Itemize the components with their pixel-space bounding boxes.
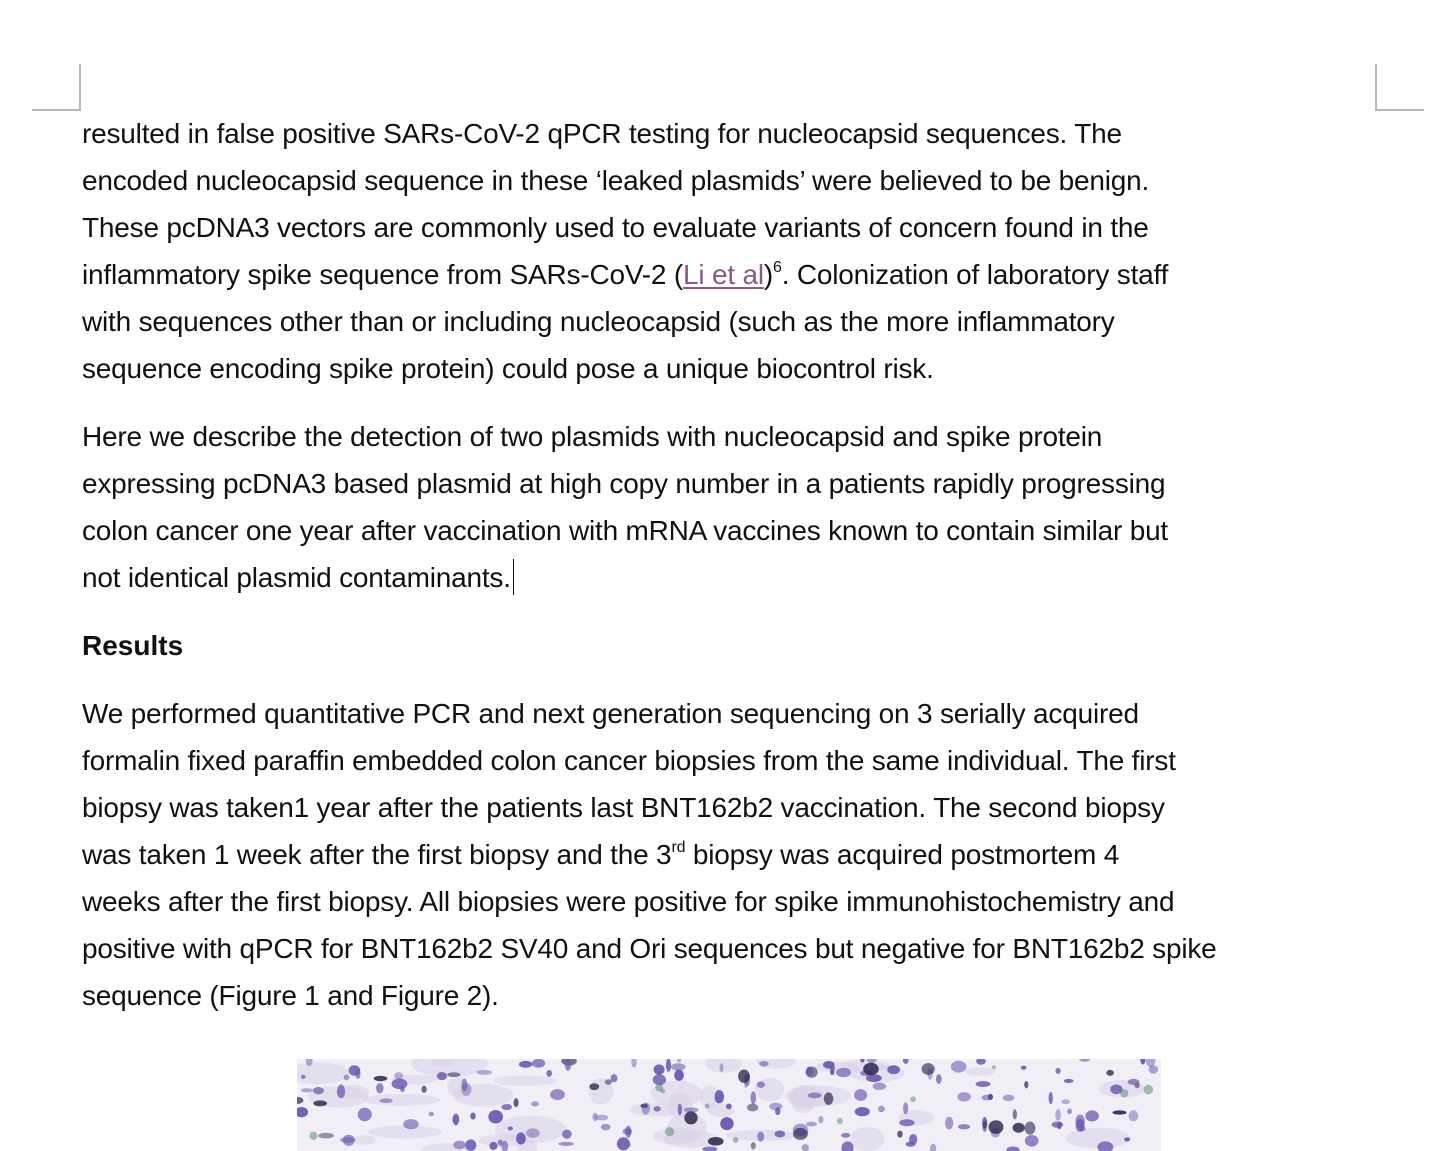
paragraph-results (82, 690, 1382, 1019)
crop-mark-top-right (1375, 64, 1424, 111)
text-line: sequence encoding spike protein) could pose a unique biocontrol risk. (82, 353, 934, 384)
section-heading-results: Results (82, 630, 184, 661)
histology-micrograph-icon (297, 1059, 1161, 1151)
text-line-with-citation (82, 251, 1382, 298)
text-line-with-caret (82, 554, 1382, 601)
ordinal-superscript: rd (671, 839, 686, 856)
text-fragment: inflammatory spike sequence from SARs-CoV-2 ( (82, 259, 683, 290)
crop-mark-top-left (32, 64, 81, 111)
citation-superscript: 6 (773, 259, 782, 276)
text-line: Here we describe the detection of two plasmids with nucleocapsid and spike protein (82, 421, 1103, 452)
text-line: colon cancer one year after vaccination with mRNA vaccines known to contain similar but (82, 515, 1169, 546)
text-fragment: not identical plasmid contaminants. (82, 562, 511, 593)
text-line: formalin fixed paraffin embedded colon cancer biopsies from the same individual. The first (82, 745, 1176, 776)
text-line: expressing pcDNA3 based plasmid at high copy number in a patients rapidly progressing (82, 468, 1166, 499)
text-line: biopsy was taken1 year after the patients last BNT162b2 vaccination. The second biopsy (82, 792, 1165, 823)
paragraph-plasmid-background (82, 110, 1382, 392)
text-line: These pcDNA3 vectors are commonly used to evaluate variants of concern found in the (82, 212, 1149, 243)
text-line-with-ordinal (82, 831, 1382, 878)
text-line: encoded nucleocapsid sequence in these ‘leaked plasmids’ were believed to be benign. (82, 165, 1150, 196)
text-line: We performed quantitative PCR and next generation sequencing on 3 serially acquired (82, 698, 1139, 729)
text-line: weeks after the first biopsy. All biopsies were positive for spike immunohistochemistry and (82, 886, 1175, 917)
histology-micrograph-image[interactable] (297, 1059, 1161, 1151)
reference-link-li-et-al[interactable]: Li et al (683, 259, 764, 290)
text-line: resulted in false positive SARs-CoV-2 qPCR testing for nucleocapsid sequences. The (82, 118, 1122, 149)
text-fragment: ) (763, 259, 774, 290)
text-fragment: . Colonization of laboratory staff (781, 259, 1169, 290)
text-cursor (513, 559, 515, 595)
text-fragment: was taken 1 week after the first biopsy and the 3 (82, 839, 672, 870)
document-body[interactable] (82, 110, 1382, 1040)
text-line: positive with qPCR for BNT162b2 SV40 and Ori sequences but negative for BNT162b2 spike (82, 933, 1217, 964)
paragraph-detection-description (82, 413, 1382, 601)
text-fragment: biopsy was acquired postmortem 4 (685, 839, 1120, 870)
text-line: with sequences other than or including nucleocapsid (such as the more inflammatory (82, 306, 1115, 337)
text-line: sequence (Figure 1 and Figure 2). (82, 980, 499, 1011)
